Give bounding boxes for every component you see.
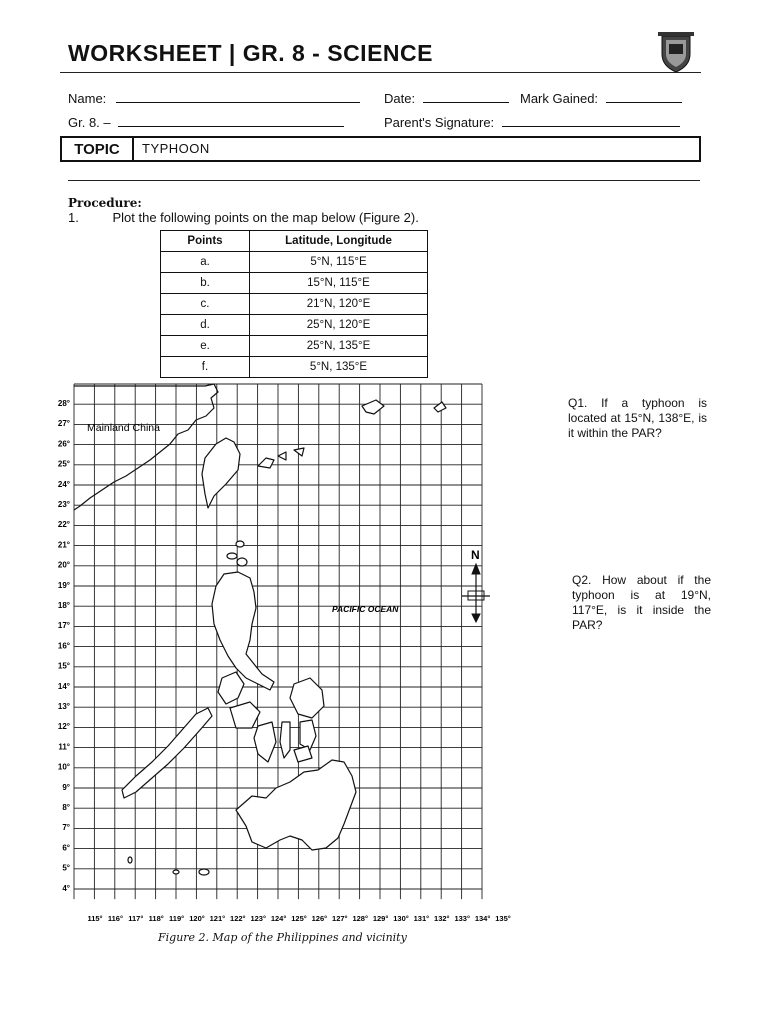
date-label: Date: [384, 91, 416, 106]
map-caption: Figure 2. Map of the Philippines and vicinity [158, 931, 407, 944]
longitude-label: 121° [209, 914, 226, 924]
mark-blank[interactable] [606, 90, 682, 103]
latlon-cell: 21°N, 120°E [250, 294, 428, 315]
latitude-label: 9° [62, 782, 70, 792]
longitude-label: 118° [148, 914, 164, 924]
mindoro-island [218, 672, 244, 704]
mainland-china-label: Mainland China [87, 422, 160, 434]
longitude-label: 133° [454, 914, 470, 924]
table-row [161, 273, 428, 294]
latitude-label: 22° [57, 520, 70, 530]
latitude-label: 19° [57, 580, 70, 590]
question-1: Q1. If a typhoon is located at 15°N, 138°E, is it within the PAR? [568, 396, 707, 440]
latitude-label: 6° [62, 843, 70, 853]
latitude-label: 27° [57, 419, 70, 429]
point-cell: f. [161, 357, 250, 378]
worksheet-title: WORKSHEET | GR. 8 - SCIENCE [68, 40, 433, 66]
question-2: Q2. How about if the typhoon is at 19°N, 117°E, is it inside the PAR? [572, 573, 711, 632]
islet [434, 402, 446, 412]
longitude-label: 132° [434, 914, 450, 924]
step-number: 1. [68, 210, 79, 225]
grade-field[interactable] [68, 114, 344, 130]
islet [173, 870, 179, 874]
name-label: Name: [68, 91, 107, 106]
longitude-label: 115° [87, 914, 103, 924]
latitude-label: 14° [57, 681, 70, 691]
points-table [160, 230, 428, 378]
latlon-cell: 25°N, 135°E [250, 336, 428, 357]
mark-label: Mark Gained: [520, 91, 599, 106]
topic-value: TYPHOON [142, 141, 210, 156]
latlon-cell: 5°N, 135°E [250, 357, 428, 378]
latitude-label: 4° [62, 883, 70, 893]
latitude-label: 12° [57, 722, 70, 732]
date-blank[interactable] [423, 90, 509, 103]
panay-island [230, 702, 260, 728]
longitude-label: 117° [128, 914, 144, 924]
north-compass-icon [462, 564, 490, 622]
north-label: N [471, 548, 480, 562]
latitude-label: 24° [57, 479, 70, 489]
islet [258, 458, 274, 468]
table-header-row [161, 231, 428, 252]
topic-rule [68, 180, 700, 181]
latitude-label: 25° [57, 459, 70, 469]
islet [362, 400, 384, 414]
islet [236, 541, 244, 547]
latitude-label: 10° [57, 762, 70, 772]
latitude-labels [58, 399, 70, 893]
latitude-label: 20° [57, 560, 70, 570]
signature-field[interactable] [384, 114, 680, 130]
step-text: Plot the following points on the map below (Figure 2). [112, 210, 419, 225]
latitude-label: 11° [58, 742, 70, 752]
latitude-label: 16° [57, 641, 70, 651]
table-row [161, 315, 428, 336]
signature-label: Parent's Signature: [384, 115, 495, 130]
longitude-labels [87, 914, 510, 923]
mindanao-island [236, 760, 356, 850]
latitude-label: 21° [57, 540, 70, 550]
longitude-label: 127° [332, 914, 348, 924]
latlon-cell: 15°N, 115°E [250, 273, 428, 294]
longitude-label: 120° [189, 914, 205, 924]
latitude-label: 7° [62, 823, 70, 833]
bohol-island [294, 746, 312, 762]
point-cell: e. [161, 336, 250, 357]
school-seal-icon [654, 30, 698, 74]
latlon-cell: 25°N, 120°E [250, 315, 428, 336]
longitude-label: 129° [372, 914, 389, 924]
procedure-step [68, 210, 419, 225]
pacific-ocean-label: PACIFIC OCEAN [332, 604, 399, 614]
latitude-label: 26° [57, 439, 70, 449]
longitude-label: 122° [230, 914, 246, 924]
longitude-label: 123° [250, 914, 266, 924]
longitude-label: 128° [352, 914, 368, 924]
islet [227, 553, 237, 559]
latitude-label: 13° [57, 702, 70, 711]
islet [278, 452, 286, 460]
date-field[interactable] [384, 90, 509, 106]
luzon-island [212, 572, 274, 690]
procedure-heading: Procedure: [68, 196, 142, 210]
longitude-label: 130° [393, 914, 409, 924]
islet [128, 857, 132, 863]
col-header-latlon: Latitude, Longitude [250, 231, 428, 252]
table-row [161, 252, 428, 273]
topic-box [60, 136, 701, 162]
longitude-label: 124° [270, 914, 287, 924]
latitude-label: 15° [57, 661, 70, 671]
longitude-label: 126° [311, 914, 328, 924]
latlon-cell: 5°N, 115°E [250, 252, 428, 273]
point-cell: a. [161, 252, 250, 273]
name-field[interactable] [68, 90, 360, 106]
point-cell: b. [161, 273, 250, 294]
islet [237, 558, 247, 566]
latitude-label: 8° [62, 803, 70, 812]
grade-label: Gr. 8. – [68, 115, 111, 130]
latitude-label: 23° [57, 500, 70, 509]
mark-field[interactable] [520, 90, 682, 106]
col-header-points: Points [161, 231, 250, 252]
latitude-label: 5° [62, 863, 70, 873]
longitude-label: 125° [291, 914, 307, 924]
cebu-island [280, 722, 290, 758]
latitude-label: 17° [57, 621, 70, 631]
grade-blank[interactable] [118, 114, 344, 127]
latitude-label: 18° [57, 601, 70, 610]
table-row [161, 336, 428, 357]
longitude-label: 119° [169, 914, 185, 924]
islet [294, 448, 304, 456]
header-rule [60, 72, 701, 73]
taiwan-island [202, 438, 240, 508]
table-row [161, 357, 428, 378]
signature-blank[interactable] [502, 114, 680, 127]
longitude-label: 134° [474, 914, 491, 924]
islet [199, 869, 209, 875]
point-cell: d. [161, 315, 250, 336]
topic-label: TOPIC [62, 138, 134, 160]
longitude-label: 135° [495, 914, 511, 924]
latitude-label: 28° [57, 399, 70, 408]
land-outlines [74, 384, 446, 875]
point-cell: c. [161, 294, 250, 315]
table-row [161, 294, 428, 315]
longitude-label: 131° [413, 914, 430, 924]
longitude-label: 116° [107, 914, 123, 924]
name-blank[interactable] [116, 90, 360, 103]
philippines-grid-map [0, 378, 560, 928]
